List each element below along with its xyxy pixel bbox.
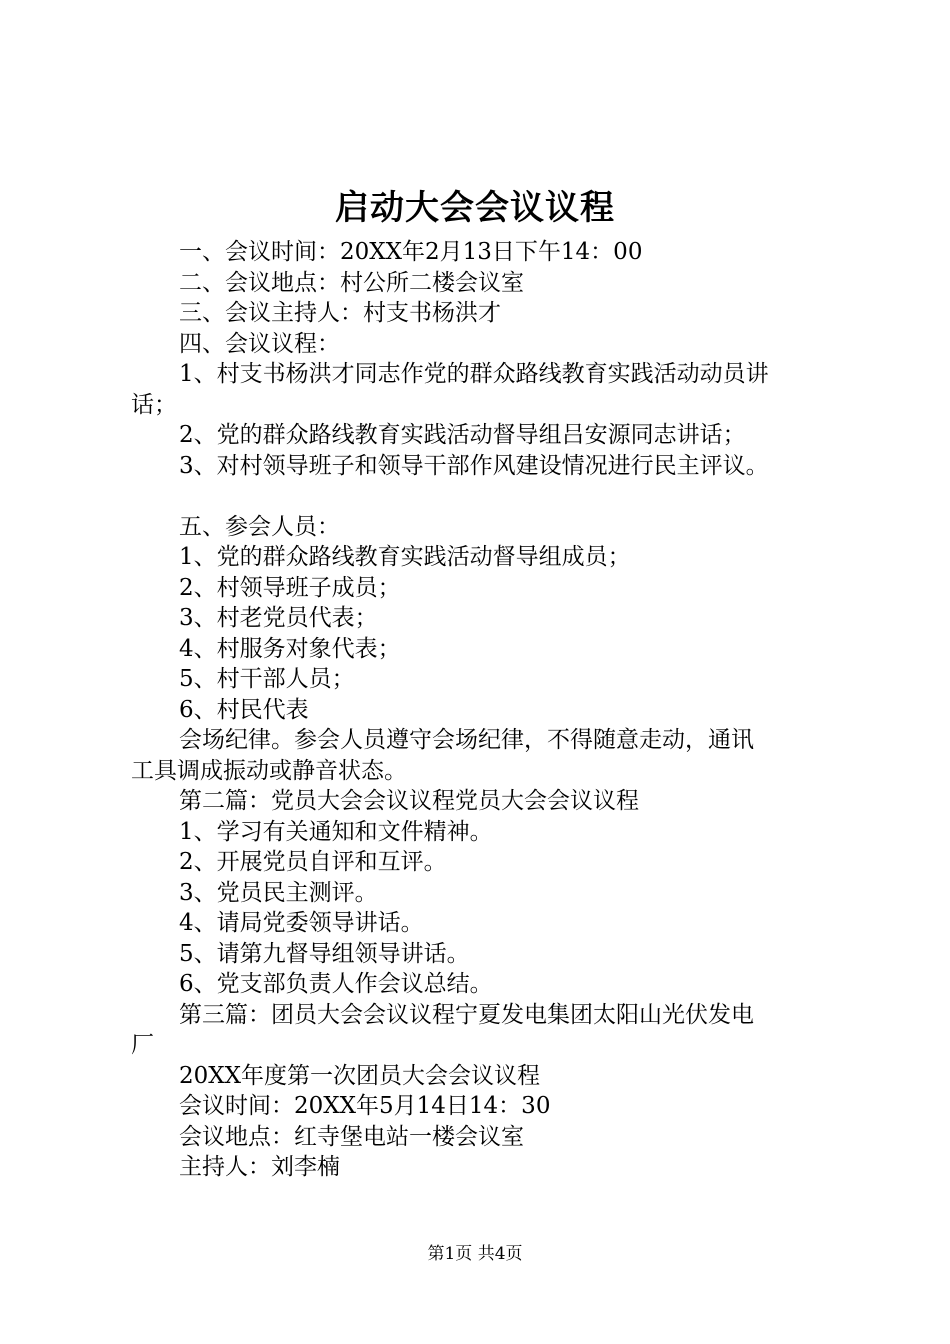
paragraph-line: 会议地点：红寺堡电站一楼会议室 <box>179 1123 524 1150</box>
paragraph-line-wrap: 厂 <box>131 1032 154 1058</box>
paragraph-line: 3、对村领导班子和领导干部作风建设情况进行民主评议。 <box>179 452 769 479</box>
paragraph-line: 5、村干部人员； <box>179 666 355 692</box>
paragraph-line: 6、村民代表 <box>179 696 309 723</box>
paragraph-line: 2、村领导班子成员； <box>179 574 401 601</box>
paragraph-line: 20XX年度第一次团员大会会议议程 <box>179 1062 541 1089</box>
paragraph-line: 2、党的群众路线教育实践活动督导组吕安源同志讲话； <box>179 422 746 448</box>
paragraph-line: 二、会议地点：村公所二楼会议室 <box>179 269 524 296</box>
paragraph-line: 4、村服务对象代表； <box>179 635 401 662</box>
paragraph-line: 五、参会人员： <box>179 513 340 540</box>
page-number-footer: 第1页 共4页 <box>427 1244 523 1264</box>
document-title: 启动大会会议议程 <box>335 188 615 228</box>
paragraph-line: 4、请局党委领导讲话。 <box>179 910 424 936</box>
paragraph-line: 5、请第九督导组领导讲话。 <box>179 940 470 967</box>
paragraph-line: 会场纪律。参会人员遵守会场纪律，不得随意走动，通讯 <box>179 727 754 753</box>
section-heading: 第三篇：团员大会会议议程宁夏发电集团太阳山光伏发电 <box>179 1001 754 1028</box>
paragraph-line: 会议时间：20XX年5月14日14：30 <box>179 1093 551 1119</box>
paragraph-line-wrap: 工具调成振动或静音状态。 <box>131 757 407 784</box>
paragraph-line: 1、村支书杨洪才同志作党的群众路线教育实践活动动员讲 <box>179 361 769 387</box>
paragraph-line: 2、开展党员自评和互评。 <box>179 849 447 875</box>
paragraph-line: 1、党的群众路线教育实践活动督导组成员； <box>179 544 631 570</box>
paragraph-line-wrap: 话； <box>131 391 177 418</box>
document-body <box>131 237 831 1183</box>
paragraph-line: 3、村老党员代表； <box>179 605 378 631</box>
section-heading: 第二篇：党员大会会议议程党员大会会议议程 <box>179 788 639 814</box>
paragraph-line: 3、党员民主测评。 <box>179 879 378 906</box>
paragraph-line: 四、会议议程： <box>179 330 340 357</box>
paragraph-line: 1、学习有关通知和文件精神。 <box>179 818 493 845</box>
paragraph-line: 6、党支部负责人作会议总结。 <box>179 971 493 997</box>
paragraph-line: 主持人：刘李楠 <box>179 1154 340 1180</box>
paragraph-line: 一、会议时间：20XX年2月13日下午14：00 <box>179 239 643 265</box>
paragraph-line: 三、会议主持人：村支书杨洪才 <box>179 300 501 326</box>
blank-line <box>131 481 831 512</box>
